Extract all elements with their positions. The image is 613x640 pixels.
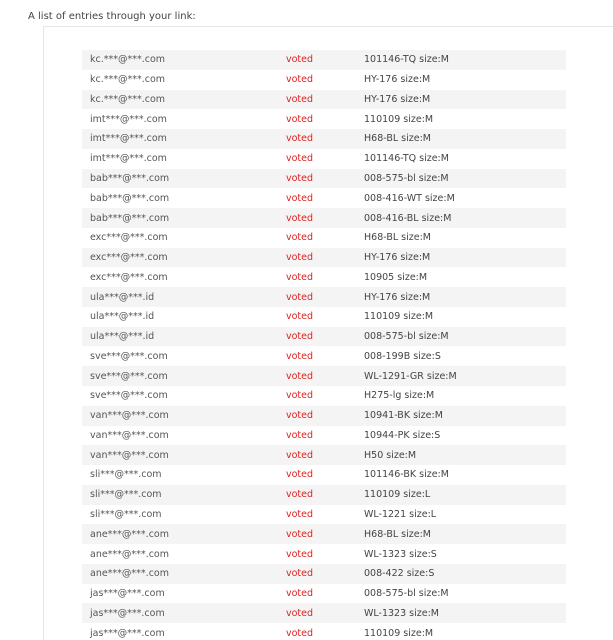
entry-status: voted xyxy=(286,248,364,268)
entry-status: voted xyxy=(286,603,364,623)
entry-status: voted xyxy=(286,129,364,149)
table-row xyxy=(82,406,566,426)
table-row xyxy=(82,564,566,584)
table-row xyxy=(82,109,566,129)
entry-email: sli***@***.com xyxy=(82,505,286,525)
table-row xyxy=(82,584,566,604)
table-row xyxy=(82,208,566,228)
table-row xyxy=(82,505,566,525)
table-row xyxy=(82,188,566,208)
entry-product: 110109 size:M xyxy=(364,307,566,327)
entry-status: voted xyxy=(286,346,364,366)
entry-email: ane***@***.com xyxy=(82,544,286,564)
table-row xyxy=(82,90,566,110)
entry-product: HY-176 size:M xyxy=(364,287,566,307)
entry-product: 008-416-WT size:M xyxy=(364,188,566,208)
entry-product: H68-BL size:M xyxy=(364,129,566,149)
entry-email: jas***@***.com xyxy=(82,584,286,604)
entry-product: HY-176 size:M xyxy=(364,90,566,110)
entry-product: 101146-TQ size:M xyxy=(364,149,566,169)
entry-email: ane***@***.com xyxy=(82,524,286,544)
page-heading: A list of entries through your link: xyxy=(28,11,196,22)
entry-status: voted xyxy=(286,406,364,426)
entry-status: voted xyxy=(286,267,364,287)
entry-email: imt***@***.com xyxy=(82,149,286,169)
entries-table-body xyxy=(82,50,566,640)
entry-email: kc.***@***.com xyxy=(82,50,286,70)
entry-email: sve***@***.com xyxy=(82,386,286,406)
table-row xyxy=(82,386,566,406)
entry-status: voted xyxy=(286,366,364,386)
entry-status: voted xyxy=(286,228,364,248)
entry-product: WL-1323 size:M xyxy=(364,603,566,623)
entry-email: van***@***.com xyxy=(82,406,286,426)
entry-email: sli***@***.com xyxy=(82,465,286,485)
entry-product: WL-1291-GR size:M xyxy=(364,366,566,386)
entry-email: ane***@***.com xyxy=(82,564,286,584)
entry-email: sve***@***.com xyxy=(82,366,286,386)
table-row xyxy=(82,169,566,189)
entry-product: 008-416-BL size:M xyxy=(364,208,566,228)
entry-status: voted xyxy=(286,584,364,604)
entry-product: 008-575-bl size:M xyxy=(364,327,566,347)
entry-status: voted xyxy=(286,287,364,307)
table-row xyxy=(82,603,566,623)
entry-status: voted xyxy=(286,208,364,228)
entry-product: H68-BL size:M xyxy=(364,228,566,248)
entry-status: voted xyxy=(286,307,364,327)
entry-email: van***@***.com xyxy=(82,426,286,446)
entry-email: sve***@***.com xyxy=(82,346,286,366)
table-row xyxy=(82,327,566,347)
entry-product: H68-BL size:M xyxy=(364,524,566,544)
entry-status: voted xyxy=(286,544,364,564)
entry-product: HY-176 size:M xyxy=(364,248,566,268)
entry-email: ula***@***.id xyxy=(82,287,286,307)
entry-product: H275-lg size:M xyxy=(364,386,566,406)
entry-email: kc.***@***.com xyxy=(82,90,286,110)
entry-email: imt***@***.com xyxy=(82,109,286,129)
entry-status: voted xyxy=(286,109,364,129)
table-row xyxy=(82,445,566,465)
entry-product: H50 size:M xyxy=(364,445,566,465)
table-row xyxy=(82,287,566,307)
entries-table xyxy=(82,50,566,640)
entry-email: exc***@***.com xyxy=(82,248,286,268)
table-row xyxy=(82,307,566,327)
entry-email: bab***@***.com xyxy=(82,208,286,228)
table-row xyxy=(82,267,566,287)
table-row xyxy=(82,129,566,149)
table-row xyxy=(82,228,566,248)
entry-email: jas***@***.com xyxy=(82,603,286,623)
table-row xyxy=(82,485,566,505)
table-row xyxy=(82,544,566,564)
table-row xyxy=(82,524,566,544)
entry-product: 110109 size:L xyxy=(364,485,566,505)
table-row xyxy=(82,70,566,90)
entry-product: 10944-PK size:S xyxy=(364,426,566,446)
entry-status: voted xyxy=(286,386,364,406)
table-row xyxy=(82,149,566,169)
entry-product: 101146-BK size:M xyxy=(364,465,566,485)
entry-product: HY-176 size:M xyxy=(364,70,566,90)
entry-status: voted xyxy=(286,149,364,169)
entry-status: voted xyxy=(286,564,364,584)
entry-email: exc***@***.com xyxy=(82,228,286,248)
entry-status: voted xyxy=(286,426,364,446)
entry-status: voted xyxy=(286,505,364,525)
entry-email: van***@***.com xyxy=(82,445,286,465)
table-row xyxy=(82,50,566,70)
entry-email: sli***@***.com xyxy=(82,485,286,505)
entry-product: WL-1323 size:S xyxy=(364,544,566,564)
table-row xyxy=(82,248,566,268)
table-row xyxy=(82,426,566,446)
table-row xyxy=(82,366,566,386)
entry-status: voted xyxy=(286,485,364,505)
entry-email: ula***@***.id xyxy=(82,307,286,327)
entry-email: bab***@***.com xyxy=(82,169,286,189)
table-row xyxy=(82,465,566,485)
entry-status: voted xyxy=(286,445,364,465)
entry-status: voted xyxy=(286,465,364,485)
entry-email: kc.***@***.com xyxy=(82,70,286,90)
entry-status: voted xyxy=(286,169,364,189)
entry-product: 008-199B size:S xyxy=(364,346,566,366)
entry-status: voted xyxy=(286,188,364,208)
entry-email: ula***@***.id xyxy=(82,327,286,347)
entry-product: 110109 size:M xyxy=(364,623,566,640)
entry-product: 110109 size:M xyxy=(364,109,566,129)
entry-status: voted xyxy=(286,90,364,110)
entry-product: 008-575-bl size:M xyxy=(364,584,566,604)
entry-product: 10941-BK size:M xyxy=(364,406,566,426)
table-row xyxy=(82,623,566,640)
entry-email: exc***@***.com xyxy=(82,267,286,287)
entry-status: voted xyxy=(286,70,364,90)
entry-status: voted xyxy=(286,623,364,640)
table-row xyxy=(82,346,566,366)
entry-status: voted xyxy=(286,50,364,70)
entry-product: 101146-TQ size:M xyxy=(364,50,566,70)
entry-status: voted xyxy=(286,327,364,347)
entry-status: voted xyxy=(286,524,364,544)
entry-email: imt***@***.com xyxy=(82,129,286,149)
entry-product: WL-1221 size:L xyxy=(364,505,566,525)
entry-email: jas***@***.com xyxy=(82,623,286,640)
entry-product: 008-575-bl size:M xyxy=(364,169,566,189)
entry-email: bab***@***.com xyxy=(82,188,286,208)
entry-product: 10905 size:M xyxy=(364,267,566,287)
entry-product: 008-422 size:S xyxy=(364,564,566,584)
